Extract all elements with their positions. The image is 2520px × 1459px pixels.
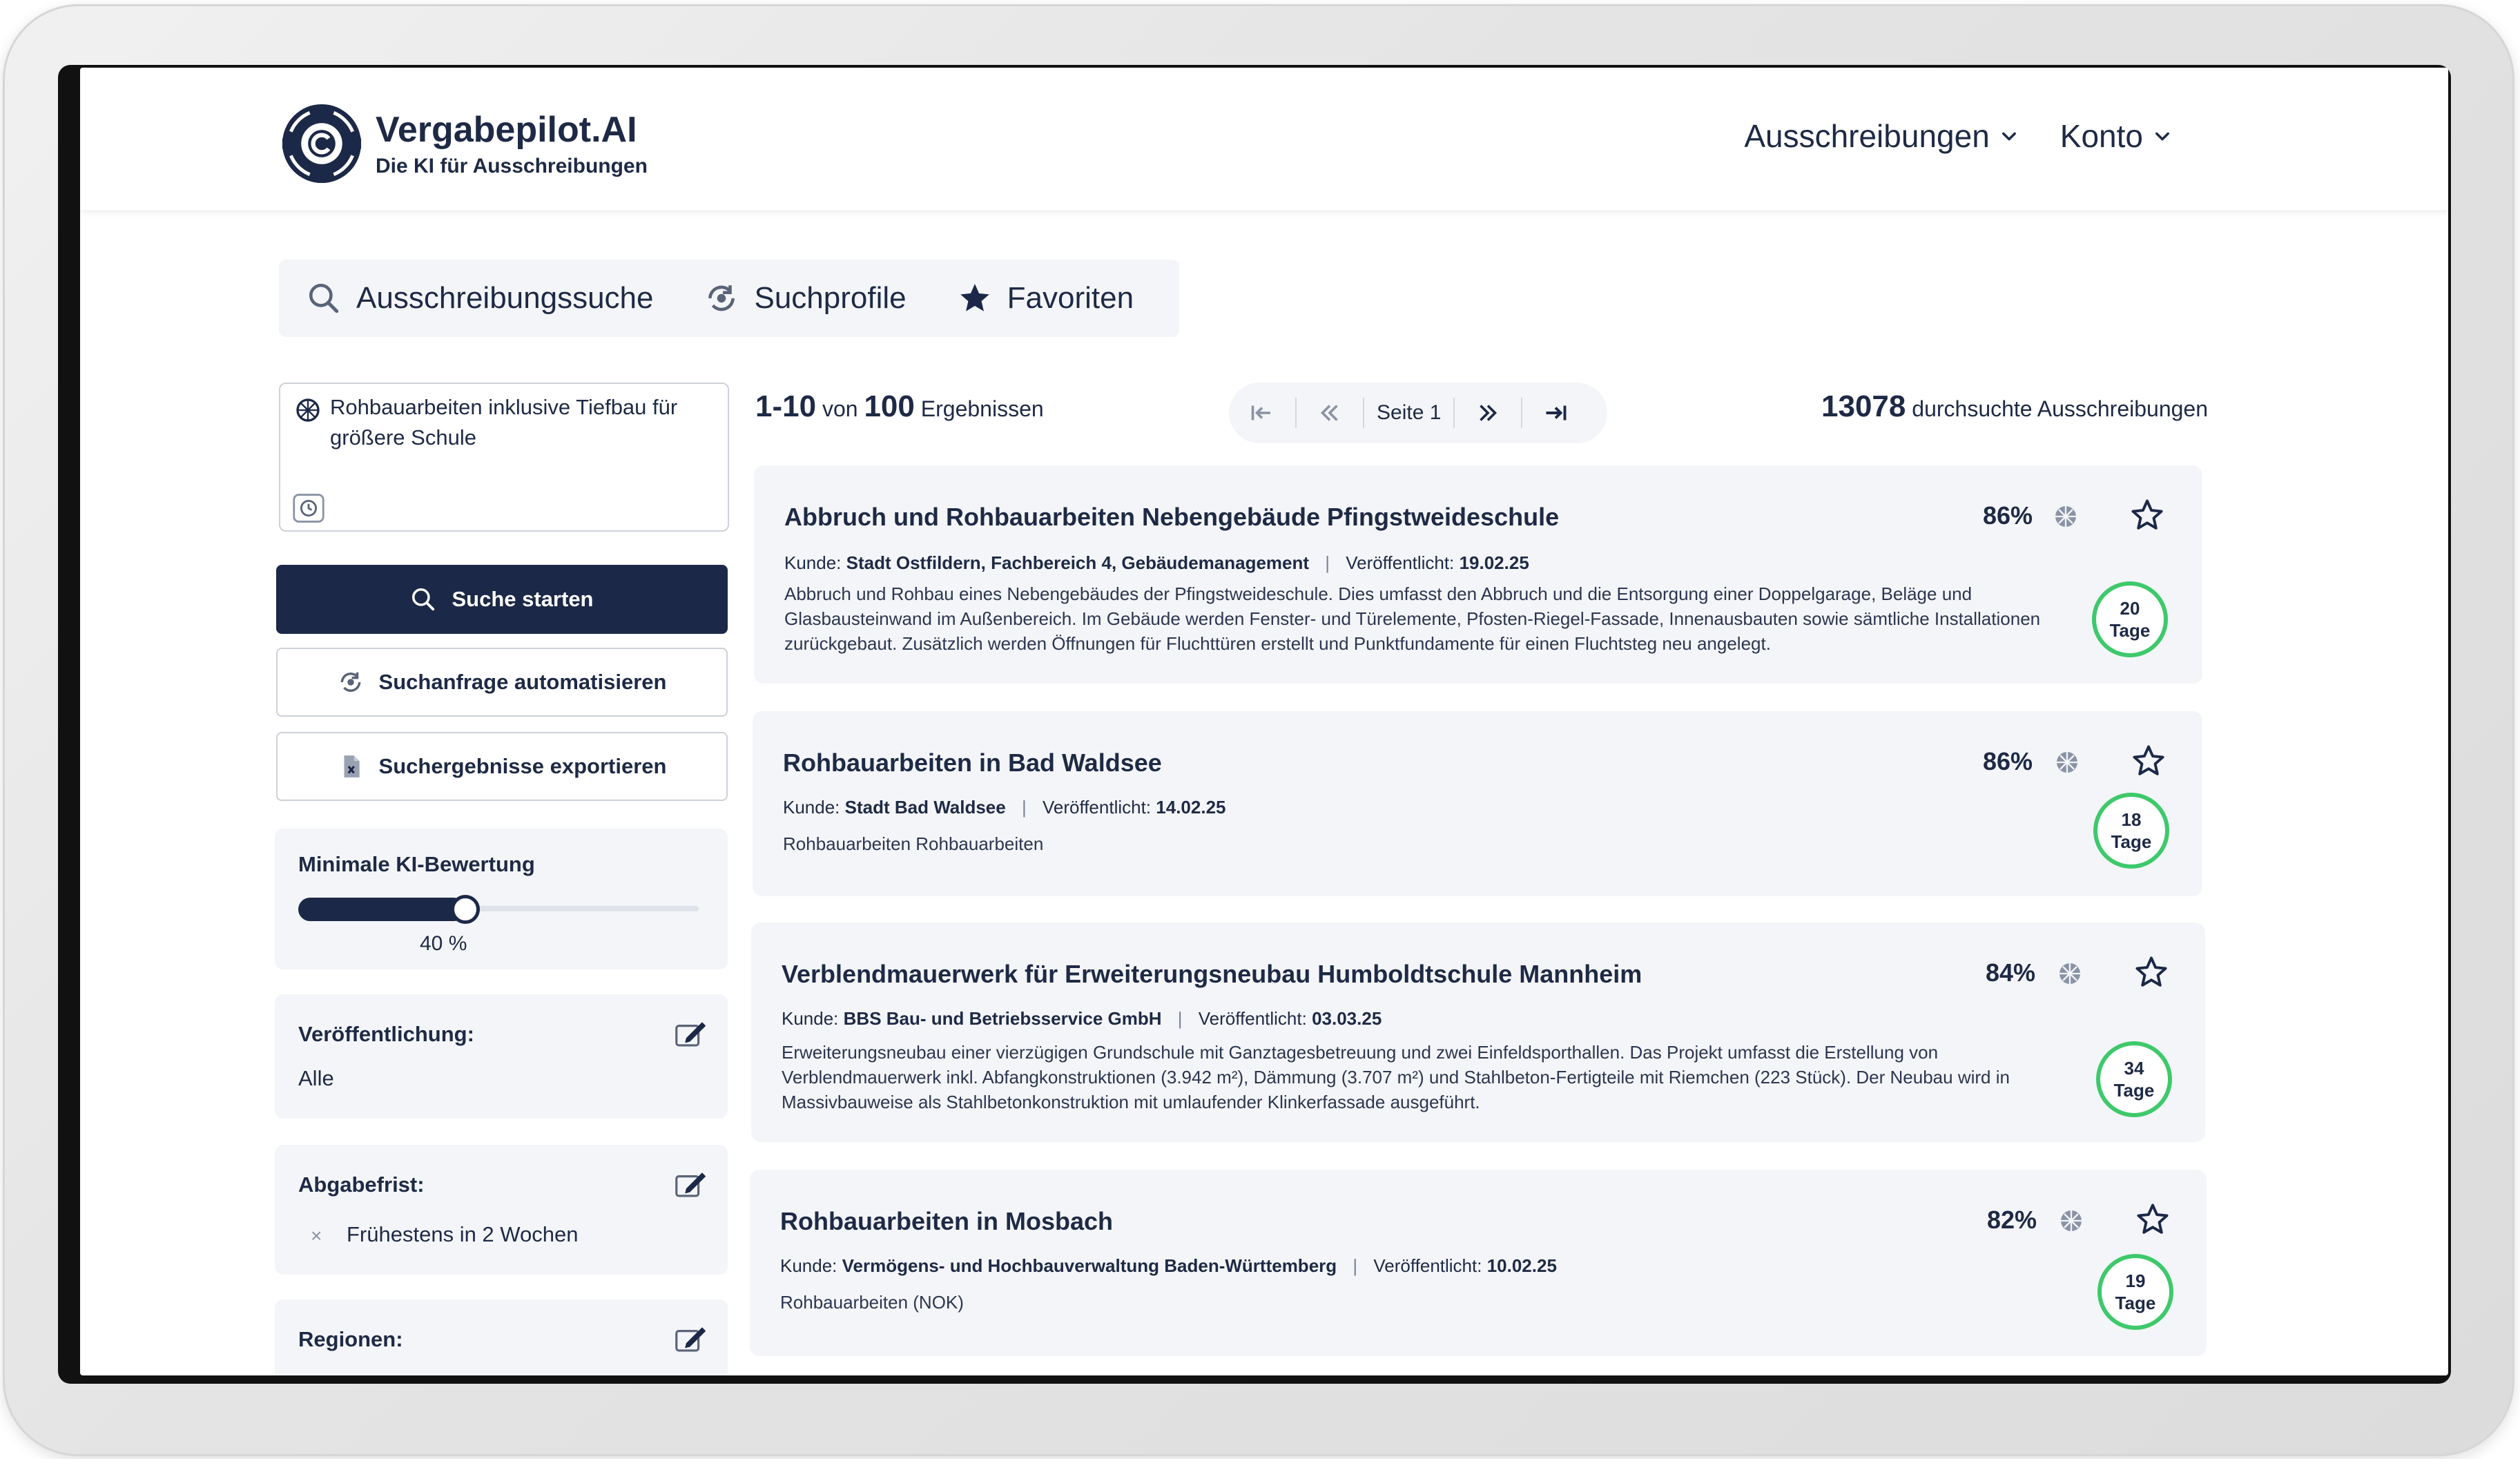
publication-value: Alle (298, 1066, 334, 1090)
days-number: 18 (2121, 809, 2142, 830)
result-title[interactable]: Rohbauarbeiten in Bad Waldsee (783, 748, 1162, 777)
prev-page-button[interactable] (1297, 383, 1363, 443)
days-number: 34 (2124, 1058, 2144, 1079)
kunde-label: Kunde: (784, 552, 842, 573)
search-query-input[interactable] (279, 383, 729, 532)
ai-brain-icon (2057, 1207, 2085, 1235)
result-published: 10.02.25 (1486, 1255, 1557, 1276)
result-card[interactable] (754, 465, 2202, 684)
export-results-button[interactable] (276, 732, 728, 801)
start-search-label: Suche starten (452, 587, 594, 611)
first-page-icon (1250, 403, 1274, 423)
export-results-label: Suchergebnisse exportieren (378, 754, 667, 778)
days-unit: Tage (2115, 1293, 2156, 1313)
start-search-button[interactable] (276, 565, 728, 634)
result-meta (780, 1255, 1557, 1277)
top-navigation (1744, 117, 2172, 155)
publication-filter (275, 994, 728, 1119)
result-score: 86% (1983, 501, 2033, 530)
profile-sync-icon (704, 281, 739, 316)
min-score-filter (275, 829, 728, 969)
favorite-star-icon[interactable] (2133, 954, 2169, 990)
search-icon (307, 281, 341, 316)
kunde-label: Kunde: (783, 797, 840, 818)
regions-title: Regionen: (298, 1327, 403, 1351)
days-remaining-badge (2092, 581, 2168, 657)
meta-separator: | (1021, 797, 1027, 818)
brand[interactable] (279, 101, 648, 186)
min-score-value: 40 % (420, 932, 467, 955)
meta-separator: | (1353, 1255, 1358, 1276)
app-viewport (80, 68, 2448, 1375)
result-description: Abbruch und Rohbau eines Nebengebäudes der Pfingstweideschule. Dies umfasst den Abbruch und die Entsorgung einer Doppelgarage, Beläge und Glasbausteinwand im Außenbereich. Im Gebäude werden Fenster- und Türelemente, Pfosten-Riegel-Fassade, Innenausbauten sowie sämtliche Installationen zurückgebaut. Zusätzlich werden Öffnungen für Fluchttüren erstellt und Punktfundamente für einen Fluchtsteg neu angelegt. (784, 583, 2041, 654)
result-meta (784, 552, 1529, 574)
days-unit: Tage (2111, 831, 2152, 852)
current-page: Seite 1 (1377, 401, 1442, 424)
double-chevron-left-icon (1317, 403, 1342, 423)
last-page-button[interactable] (1522, 383, 1589, 443)
result-published: 14.02.25 (1156, 797, 1226, 818)
chevron-down-icon (2153, 126, 2172, 146)
edit-icon[interactable] (675, 1021, 707, 1048)
result-score: 82% (1987, 1206, 2037, 1234)
favorite-star-icon[interactable] (2135, 1201, 2171, 1237)
brand-text (376, 109, 648, 178)
days-remaining-badge (2093, 793, 2169, 869)
days-unit: Tage (2113, 1080, 2155, 1101)
searched-count (1821, 389, 2208, 424)
deadline-title: Abgabefrist: (298, 1172, 425, 1197)
published-label: Veröffentlicht: (1346, 552, 1455, 573)
brand-tagline: Die KI für Ausschreibungen (376, 155, 648, 177)
published-label: Veröffentlicht: (1198, 1008, 1307, 1029)
history-icon[interactable] (293, 493, 324, 523)
days-number: 19 (2125, 1270, 2146, 1291)
days-number: 20 (2120, 598, 2140, 619)
search-icon (410, 586, 436, 612)
result-card[interactable] (751, 922, 2205, 1142)
result-meta (783, 797, 1226, 818)
automate-search-label: Suchanfrage automatisieren (378, 670, 667, 694)
days-remaining-badge (2097, 1254, 2173, 1330)
days-remaining-badge (2096, 1041, 2172, 1117)
published-label: Veröffentlicht: (1042, 797, 1152, 818)
tab-ausschreibungssuche-label: Ausschreibungssuche (356, 281, 654, 315)
nav-konto[interactable] (2060, 117, 2172, 155)
next-page-button[interactable] (1455, 383, 1521, 443)
result-meta (782, 1008, 1382, 1030)
min-score-slider-handle[interactable] (451, 895, 480, 924)
nav-ausschreibungen[interactable] (1744, 117, 2018, 155)
searched-suffix: durchsuchte Ausschreibungen (1912, 396, 2208, 421)
favorite-star-icon[interactable] (2131, 743, 2167, 779)
result-description: Erweiterungsneubau einer vierzügigen Grundschule mit Ganztagesbetreuung und zwei Einfeldsporthallen. Das Projekt umfasst die Erstellung von Verblendmauerwerk inkl. Abfangkonstruktionen (3.942 m²), Dämmung (3.707 m²) und Stahlbeton-Fertigteile mit Riemchen (223 Stück). Der Neubau wird in Massivbauweise als Stahlbetonkonstruktion mit umlaufender Klinkerfassade ausgeführt. (782, 1042, 2010, 1112)
result-kunde: BBS Bau- und Betriebsservice GmbH (843, 1008, 1162, 1029)
top-header (80, 68, 2448, 210)
edit-icon[interactable] (675, 1171, 707, 1199)
kunde-label: Kunde: (780, 1255, 837, 1276)
result-title[interactable]: Abbruch und Rohbauarbeiten Nebengebäude Pfingstweideschule (784, 503, 1560, 531)
meta-separator: | (1325, 552, 1330, 573)
result-published: 19.02.25 (1459, 552, 1529, 573)
result-description: Rohbauarbeiten Rohbauarbeiten (783, 833, 1044, 854)
search-tabs (279, 260, 1179, 337)
tab-ausschreibungssuche[interactable] (307, 281, 653, 316)
star-icon (958, 281, 992, 316)
result-score: 84% (1986, 958, 2036, 987)
edit-icon[interactable] (675, 1326, 707, 1353)
result-card[interactable] (750, 1170, 2207, 1356)
results-von: von (822, 396, 858, 421)
ai-brain-icon (2056, 960, 2084, 987)
result-title[interactable]: Verblendmauerwerk für Erweiterungsneubau Humboldtschule Mannheim (782, 960, 1642, 988)
favorite-star-icon[interactable] (2129, 497, 2165, 533)
result-published: 03.03.25 (1312, 1008, 1382, 1029)
tab-favoriten-label: Favoriten (1007, 281, 1134, 315)
result-description: Rohbauarbeiten (NOK) (780, 1292, 964, 1313)
ai-brain-icon (2053, 748, 2081, 776)
result-kunde: Vermögens- und Hochbauverwaltung Baden-Württemberg (842, 1255, 1337, 1276)
tab-suchprofile[interactable] (704, 281, 906, 316)
kunde-label: Kunde: (782, 1008, 839, 1029)
last-page-icon (1543, 403, 1568, 423)
double-chevron-right-icon (1475, 403, 1500, 423)
search-query-text: Rohbauarbeiten inklusive Tiefbau für größere Schule (330, 395, 678, 450)
pagination (1229, 383, 1607, 443)
nav-konto-label: Konto (2059, 118, 2143, 154)
publication-title: Veröffentlichung: (298, 1022, 474, 1046)
regions-filter (275, 1299, 728, 1375)
tab-favoriten[interactable] (958, 281, 1134, 316)
result-kunde: Stadt Ostfildern, Fachbereich 4, Gebäudemanagement (846, 552, 1310, 573)
meta-separator: | (1177, 1008, 1183, 1029)
results-count (755, 389, 1044, 424)
bot-logo-icon (279, 101, 365, 186)
result-title[interactable]: Rohbauarbeiten in Mosbach (780, 1207, 1114, 1235)
days-unit: Tage (2109, 620, 2151, 641)
published-label: Veröffentlicht: (1373, 1255, 1482, 1276)
searched-number: 13078 (1821, 389, 1906, 423)
min-score-title: Minimale KI-Bewertung (298, 852, 535, 876)
first-page-button[interactable] (1229, 383, 1295, 443)
brand-name: Vergabepilot.AI (376, 110, 637, 150)
results-range: 1-10 (755, 389, 817, 423)
results-suffix: Ergebnissen (920, 396, 1044, 421)
min-score-slider-fill (298, 898, 465, 921)
deadline-filter (275, 1145, 728, 1275)
ai-brain-icon (294, 396, 322, 424)
result-card[interactable] (753, 711, 2202, 896)
result-kunde: Stadt Bad Waldsee (844, 797, 1006, 818)
automate-search-button[interactable] (276, 648, 728, 717)
results-total: 100 (864, 389, 915, 423)
profile-sync-icon (338, 669, 364, 695)
ai-brain-icon (2052, 503, 2080, 530)
deadline-value: Frühestens in 2 Wochen (347, 1222, 579, 1246)
chevron-down-icon (1999, 126, 2019, 146)
result-score: 86% (1983, 747, 2033, 775)
tab-suchprofile-label: Suchprofile (754, 281, 907, 315)
nav-ausschreibungen-label: Ausschreibungen (1744, 118, 1990, 154)
excel-file-icon (338, 753, 364, 780)
remove-deadline-icon[interactable]: × (311, 1225, 322, 1246)
